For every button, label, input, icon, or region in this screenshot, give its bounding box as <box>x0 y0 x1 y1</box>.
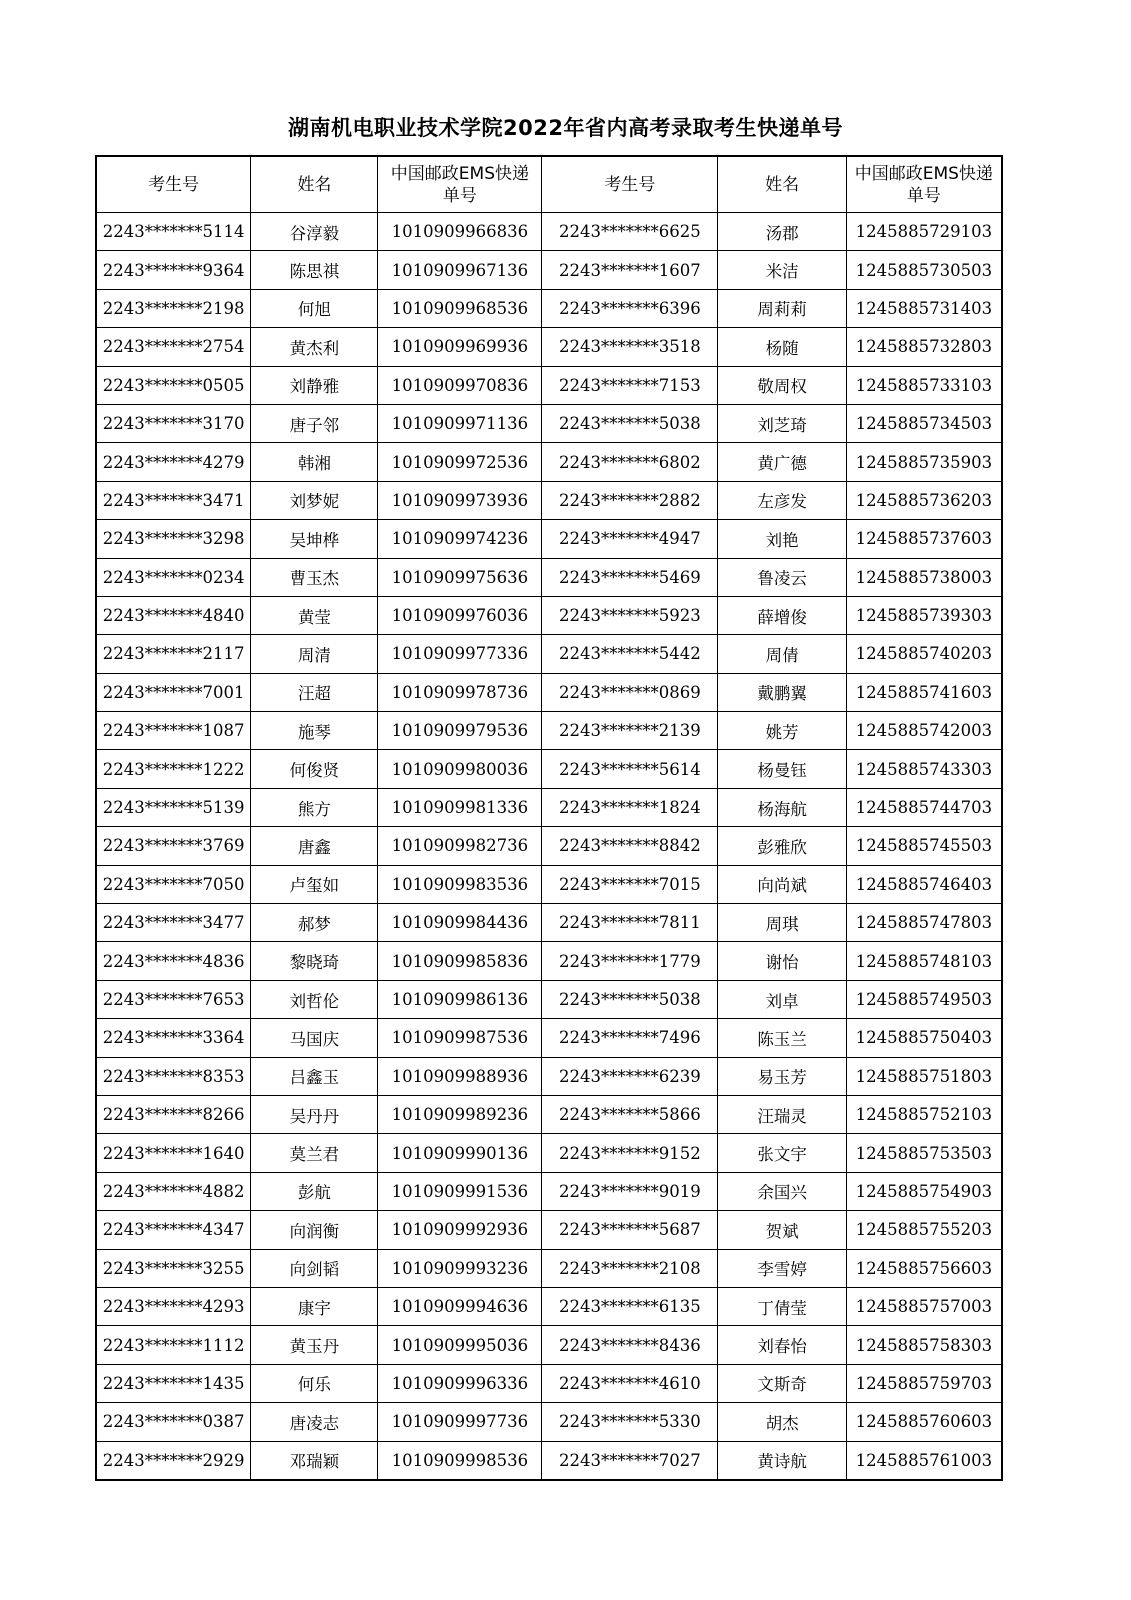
table-row <box>96 750 1002 788</box>
name-cell: 向润衡 <box>251 1211 378 1249</box>
name-cell: 余国兴 <box>718 1172 846 1210</box>
name-cell: 曹玉杰 <box>251 558 378 596</box>
name-cell: 熊方 <box>251 788 378 826</box>
name-cell: 陈玉兰 <box>718 1019 846 1057</box>
ems-number-cell: 1010909991536 <box>378 1172 542 1210</box>
header-candidate-id: 考生号 <box>96 156 251 213</box>
name-cell: 张文宇 <box>718 1134 846 1172</box>
candidate-id-cell: 2243*******2198 <box>96 289 251 327</box>
table-row <box>96 481 1002 519</box>
name-cell: 胡杰 <box>718 1403 846 1441</box>
candidate-id-cell: 2243*******7153 <box>542 366 718 404</box>
table-row <box>96 1403 1002 1441</box>
candidate-id-cell: 2243*******6396 <box>542 289 718 327</box>
name-cell: 谷淳毅 <box>251 213 378 251</box>
ems-number-cell: 1010909968536 <box>378 289 542 327</box>
ems-number-cell: 1010909974236 <box>378 520 542 558</box>
ems-number-cell: 1010909995036 <box>378 1326 542 1364</box>
candidate-id-cell: 2243*******5038 <box>542 404 718 442</box>
ems-number-cell: 1245885752103 <box>846 1095 1002 1133</box>
ems-number-cell: 1245885730503 <box>846 251 1002 289</box>
candidate-id-cell: 2243*******7015 <box>542 865 718 903</box>
candidate-id-cell: 2243*******8842 <box>542 827 718 865</box>
candidate-id-cell: 2243*******5139 <box>96 788 251 826</box>
name-cell: 黄莹 <box>251 596 378 634</box>
ems-number-cell: 1010909966836 <box>378 213 542 251</box>
name-cell: 易玉芳 <box>718 1057 846 1095</box>
ems-number-cell: 1245885759703 <box>846 1364 1002 1402</box>
candidate-id-cell: 2243*******5442 <box>542 635 718 673</box>
table-row <box>96 328 1002 366</box>
name-cell: 向剑韬 <box>251 1249 378 1287</box>
ems-number-cell: 1010909971136 <box>378 404 542 442</box>
name-cell: 杨随 <box>718 328 846 366</box>
ems-number-cell: 1245885732803 <box>846 328 1002 366</box>
ems-number-cell: 1010909987536 <box>378 1019 542 1057</box>
name-cell: 何乐 <box>251 1364 378 1402</box>
candidate-id-cell: 2243*******4840 <box>96 596 251 634</box>
name-cell: 唐凌志 <box>251 1403 378 1441</box>
name-cell: 丁倩莹 <box>718 1287 846 1325</box>
header-name: 姓名 <box>251 156 378 213</box>
ems-number-cell: 1245885753503 <box>846 1134 1002 1172</box>
name-cell: 黄诗航 <box>718 1441 846 1480</box>
ems-number-cell: 1010909992936 <box>378 1211 542 1249</box>
ems-number-cell: 1010909994636 <box>378 1287 542 1325</box>
ems-number-cell: 1245885733103 <box>846 366 1002 404</box>
header-ems-number <box>846 156 1002 213</box>
name-cell: 唐子邻 <box>251 404 378 442</box>
name-cell: 谢怡 <box>718 942 846 980</box>
header-candidate-id: 考生号 <box>542 156 718 213</box>
ems-number-cell: 1010909970836 <box>378 366 542 404</box>
candidate-id-cell: 2243*******7496 <box>542 1019 718 1057</box>
candidate-id-cell: 2243*******1222 <box>96 750 251 788</box>
candidate-id-cell: 2243*******4947 <box>542 520 718 558</box>
table-row <box>96 404 1002 442</box>
ems-number-cell: 1010909984436 <box>378 904 542 942</box>
ems-number-cell: 1010909975636 <box>378 558 542 596</box>
ems-number-cell: 1010909982736 <box>378 827 542 865</box>
name-cell: 汪超 <box>251 673 378 711</box>
name-cell: 康宇 <box>251 1287 378 1325</box>
table-row <box>96 1057 1002 1095</box>
candidate-id-cell: 2243*******7001 <box>96 673 251 711</box>
name-cell: 邓瑞颖 <box>251 1441 378 1480</box>
name-cell: 周倩 <box>718 635 846 673</box>
name-cell: 刘卓 <box>718 980 846 1018</box>
candidate-id-cell: 2243*******2754 <box>96 328 251 366</box>
name-cell: 戴鹏翼 <box>718 673 846 711</box>
candidate-id-cell: 2243*******8266 <box>96 1095 251 1133</box>
name-cell: 敬周权 <box>718 366 846 404</box>
name-cell: 李雪婷 <box>718 1249 846 1287</box>
name-cell: 汪瑞灵 <box>718 1095 846 1133</box>
ems-number-cell: 1245885747803 <box>846 904 1002 942</box>
table-row <box>96 712 1002 750</box>
ems-number-cell: 1010909967136 <box>378 251 542 289</box>
table-row <box>96 1211 1002 1249</box>
table-row <box>96 1019 1002 1057</box>
ems-number-cell: 1010909986136 <box>378 980 542 1018</box>
table-header-row <box>96 156 1002 213</box>
ems-number-cell: 1010909969936 <box>378 328 542 366</box>
ems-number-cell: 1245885745503 <box>846 827 1002 865</box>
candidate-id-cell: 2243*******3477 <box>96 904 251 942</box>
ems-number-cell: 1010909993236 <box>378 1249 542 1287</box>
table-row <box>96 788 1002 826</box>
candidate-id-cell: 2243*******8436 <box>542 1326 718 1364</box>
candidate-id-cell: 2243*******7811 <box>542 904 718 942</box>
name-cell: 文斯奇 <box>718 1364 846 1402</box>
candidate-id-cell: 2243*******6802 <box>542 443 718 481</box>
candidate-id-cell: 2243*******9364 <box>96 251 251 289</box>
table-row <box>96 980 1002 1018</box>
table-row <box>96 635 1002 673</box>
name-cell: 吕鑫玉 <box>251 1057 378 1095</box>
name-cell: 薛增俊 <box>718 596 846 634</box>
ems-number-cell: 1010909996336 <box>378 1364 542 1402</box>
name-cell: 姚芳 <box>718 712 846 750</box>
name-cell: 杨海航 <box>718 788 846 826</box>
ems-number-cell: 1245885751803 <box>846 1057 1002 1095</box>
ems-number-cell: 1245885740203 <box>846 635 1002 673</box>
name-cell: 莫兰君 <box>251 1134 378 1172</box>
candidate-id-cell: 2243*******3298 <box>96 520 251 558</box>
table-row <box>96 520 1002 558</box>
ems-number-cell: 1245885744703 <box>846 788 1002 826</box>
candidate-id-cell: 2243*******4610 <box>542 1364 718 1402</box>
name-cell: 向尚斌 <box>718 865 846 903</box>
name-cell: 何俊贤 <box>251 750 378 788</box>
ems-number-cell: 1245885738003 <box>846 558 1002 596</box>
name-cell: 刘艳 <box>718 520 846 558</box>
name-cell: 汤郡 <box>718 213 846 251</box>
name-cell: 施琴 <box>251 712 378 750</box>
table-row <box>96 1172 1002 1210</box>
name-cell: 吴坤桦 <box>251 520 378 558</box>
ems-number-cell: 1245885755203 <box>846 1211 1002 1249</box>
name-cell: 陈思祺 <box>251 251 378 289</box>
ems-number-cell: 1010909988936 <box>378 1057 542 1095</box>
header-ems-text: 中国邮政EMS快递单号 <box>854 163 993 206</box>
name-cell: 刘哲伦 <box>251 980 378 1018</box>
tracking-table <box>95 155 1003 1481</box>
table-row <box>96 865 1002 903</box>
ems-number-cell: 1245885731403 <box>846 289 1002 327</box>
ems-number-cell: 1010909997736 <box>378 1403 542 1441</box>
table-row <box>96 942 1002 980</box>
ems-number-cell: 1245885734503 <box>846 404 1002 442</box>
name-cell: 刘静雅 <box>251 366 378 404</box>
ems-number-cell: 1245885746403 <box>846 865 1002 903</box>
ems-number-cell: 1245885756603 <box>846 1249 1002 1287</box>
table-row <box>96 827 1002 865</box>
table-row <box>96 1095 1002 1133</box>
candidate-id-cell: 2243*******1779 <box>542 942 718 980</box>
candidate-id-cell: 2243*******4347 <box>96 1211 251 1249</box>
candidate-id-cell: 2243*******3170 <box>96 404 251 442</box>
candidate-id-cell: 2243*******1640 <box>96 1134 251 1172</box>
table-row <box>96 213 1002 251</box>
ems-number-cell: 1245885739303 <box>846 596 1002 634</box>
candidate-id-cell: 2243*******0234 <box>96 558 251 596</box>
table-row <box>96 251 1002 289</box>
name-cell: 左彦发 <box>718 481 846 519</box>
table-row <box>96 558 1002 596</box>
ems-number-cell: 1245885761003 <box>846 1441 1002 1480</box>
candidate-id-cell: 2243*******5687 <box>542 1211 718 1249</box>
candidate-id-cell: 2243*******9019 <box>542 1172 718 1210</box>
table-row <box>96 366 1002 404</box>
ems-number-cell: 1245885757003 <box>846 1287 1002 1325</box>
ems-number-cell: 1010909973936 <box>378 481 542 519</box>
ems-number-cell: 1245885743303 <box>846 750 1002 788</box>
ems-number-cell: 1245885736203 <box>846 481 1002 519</box>
candidate-id-cell: 2243*******5614 <box>542 750 718 788</box>
candidate-id-cell: 2243*******1112 <box>96 1326 251 1364</box>
name-cell: 吴丹丹 <box>251 1095 378 1133</box>
candidate-id-cell: 2243*******7027 <box>542 1441 718 1480</box>
name-cell: 杨曼钰 <box>718 750 846 788</box>
ems-number-cell: 1010909981336 <box>378 788 542 826</box>
ems-number-cell: 1245885748103 <box>846 942 1002 980</box>
name-cell: 黎晓琦 <box>251 942 378 980</box>
ems-number-cell: 1245885737603 <box>846 520 1002 558</box>
table-row <box>96 1249 1002 1287</box>
table-row <box>96 1134 1002 1172</box>
ems-number-cell: 1245885750403 <box>846 1019 1002 1057</box>
ems-number-cell: 1245885742003 <box>846 712 1002 750</box>
ems-number-cell: 1010909985836 <box>378 942 542 980</box>
name-cell: 米洁 <box>718 251 846 289</box>
candidate-id-cell: 2243*******6135 <box>542 1287 718 1325</box>
candidate-id-cell: 2243*******4293 <box>96 1287 251 1325</box>
name-cell: 何旭 <box>251 289 378 327</box>
name-cell: 周莉莉 <box>718 289 846 327</box>
table-row <box>96 1326 1002 1364</box>
candidate-id-cell: 2243*******5923 <box>542 596 718 634</box>
candidate-id-cell: 2243*******6239 <box>542 1057 718 1095</box>
ems-number-cell: 1245885754903 <box>846 1172 1002 1210</box>
table-row <box>96 904 1002 942</box>
table-row <box>96 1287 1002 1325</box>
ems-number-cell: 1010909990136 <box>378 1134 542 1172</box>
candidate-id-cell: 2243*******1087 <box>96 712 251 750</box>
name-cell: 唐鑫 <box>251 827 378 865</box>
ems-number-cell: 1245885741603 <box>846 673 1002 711</box>
name-cell: 黄广德 <box>718 443 846 481</box>
name-cell: 周清 <box>251 635 378 673</box>
candidate-id-cell: 2243*******0505 <box>96 366 251 404</box>
table-row <box>96 1441 1002 1480</box>
header-ems-text: 中国邮政EMS快递单号 <box>390 163 529 206</box>
candidate-id-cell: 2243*******4836 <box>96 942 251 980</box>
candidate-id-cell: 2243*******3471 <box>96 481 251 519</box>
table-row <box>96 289 1002 327</box>
candidate-id-cell: 2243*******2139 <box>542 712 718 750</box>
header-name: 姓名 <box>718 156 846 213</box>
candidate-id-cell: 2243*******2108 <box>542 1249 718 1287</box>
table-row <box>96 673 1002 711</box>
candidate-id-cell: 2243*******3769 <box>96 827 251 865</box>
name-cell: 马国庆 <box>251 1019 378 1057</box>
name-cell: 卢玺如 <box>251 865 378 903</box>
name-cell: 贺斌 <box>718 1211 846 1249</box>
candidate-id-cell: 2243*******5114 <box>96 213 251 251</box>
ems-number-cell: 1010909977336 <box>378 635 542 673</box>
candidate-id-cell: 2243*******5330 <box>542 1403 718 1441</box>
candidate-id-cell: 2243*******8353 <box>96 1057 251 1095</box>
name-cell: 黄杰利 <box>251 328 378 366</box>
name-cell: 刘梦妮 <box>251 481 378 519</box>
name-cell: 鲁凌云 <box>718 558 846 596</box>
candidate-id-cell: 2243*******1435 <box>96 1364 251 1402</box>
ems-number-cell: 1010909976036 <box>378 596 542 634</box>
candidate-id-cell: 2243*******3255 <box>96 1249 251 1287</box>
page-title: 湖南机电职业技术学院2022年省内高考录取考生快递单号 <box>288 116 843 140</box>
candidate-id-cell: 2243*******5469 <box>542 558 718 596</box>
name-cell: 彭航 <box>251 1172 378 1210</box>
candidate-id-cell: 2243*******5866 <box>542 1095 718 1133</box>
ems-number-cell: 1010909983536 <box>378 865 542 903</box>
table-row <box>96 596 1002 634</box>
candidate-id-cell: 2243*******3364 <box>96 1019 251 1057</box>
name-cell: 韩湘 <box>251 443 378 481</box>
ems-number-cell: 1245885749503 <box>846 980 1002 1018</box>
name-cell: 刘春怡 <box>718 1326 846 1364</box>
name-cell: 刘芝琦 <box>718 404 846 442</box>
candidate-id-cell: 2243*******4279 <box>96 443 251 481</box>
table-row <box>96 443 1002 481</box>
ems-number-cell: 1245885729103 <box>846 213 1002 251</box>
candidate-id-cell: 2243*******7050 <box>96 865 251 903</box>
candidate-id-cell: 2243*******4882 <box>96 1172 251 1210</box>
candidate-id-cell: 2243*******9152 <box>542 1134 718 1172</box>
candidate-id-cell: 2243*******6625 <box>542 213 718 251</box>
candidate-id-cell: 2243*******0387 <box>96 1403 251 1441</box>
name-cell: 黄玉丹 <box>251 1326 378 1364</box>
name-cell: 周琪 <box>718 904 846 942</box>
ems-number-cell: 1010909972536 <box>378 443 542 481</box>
ems-number-cell: 1010909998536 <box>378 1441 542 1480</box>
candidate-id-cell: 2243*******2929 <box>96 1441 251 1480</box>
candidate-id-cell: 2243*******7653 <box>96 980 251 1018</box>
candidate-id-cell: 2243*******2882 <box>542 481 718 519</box>
ems-number-cell: 1010909979536 <box>378 712 542 750</box>
candidate-id-cell: 2243*******0869 <box>542 673 718 711</box>
ems-number-cell: 1245885758303 <box>846 1326 1002 1364</box>
ems-number-cell: 1010909980036 <box>378 750 542 788</box>
table-row <box>96 1364 1002 1402</box>
ems-number-cell: 1245885760603 <box>846 1403 1002 1441</box>
ems-number-cell: 1010909989236 <box>378 1095 542 1133</box>
candidate-id-cell: 2243*******3518 <box>542 328 718 366</box>
candidate-id-cell: 2243*******5038 <box>542 980 718 1018</box>
name-cell: 郝梦 <box>251 904 378 942</box>
name-cell: 彭雅欣 <box>718 827 846 865</box>
ems-number-cell: 1010909978736 <box>378 673 542 711</box>
ems-number-cell: 1245885735903 <box>846 443 1002 481</box>
header-ems-number <box>378 156 542 213</box>
candidate-id-cell: 2243*******1607 <box>542 251 718 289</box>
candidate-id-cell: 2243*******1824 <box>542 788 718 826</box>
candidate-id-cell: 2243*******2117 <box>96 635 251 673</box>
